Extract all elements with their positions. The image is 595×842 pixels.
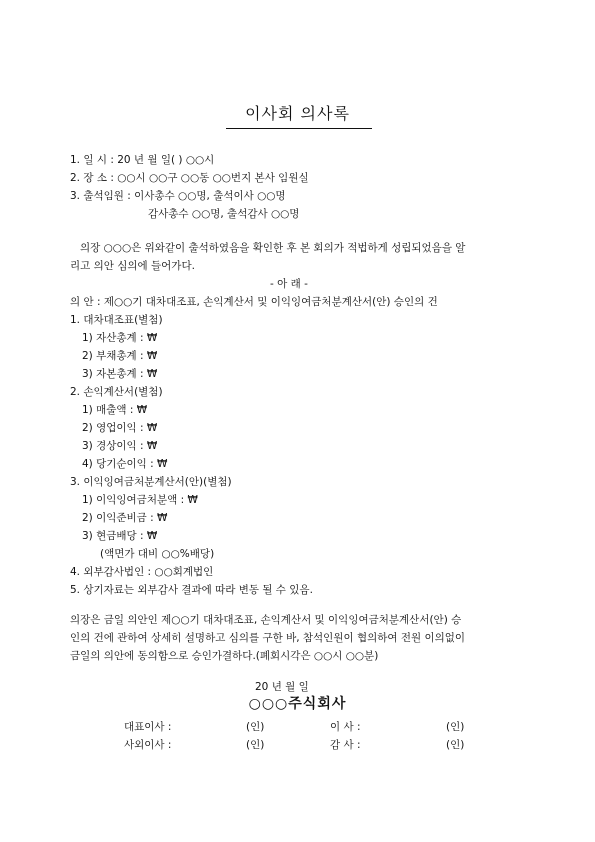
list-item: 2) 부채총계 : ₩ <box>82 350 158 362</box>
closing-line-2: 인의 건에 관하여 상세히 설명하고 심의를 구한 바, 참석인원이 협의하여 전원 이의없이 <box>70 632 466 644</box>
signature-role: 이 사 : <box>330 721 361 733</box>
attendees-auditors: 감사총수 ○○명, 출석감사 ○○명 <box>148 208 300 220</box>
list-item: 3. 이익잉여금처분계산서(안)(별첨) <box>70 476 232 488</box>
list-item: 1. 대차대조표(별첨) <box>70 314 163 326</box>
list-item: 4) 당기순이익 : ₩ <box>82 458 168 470</box>
intro-line-2: 리고 의안 심의에 들어가다. <box>70 260 195 272</box>
list-item: 5. 상기자료는 외부감사 결과에 따라 변동 될 수 있음. <box>70 584 313 596</box>
meeting-place: 2. 장 소 : ○○시 ○○구 ○○동 ○○번지 본사 임원실 <box>70 172 309 184</box>
list-item: 1) 이익잉여금처분액 : ₩ <box>82 494 198 506</box>
list-item: 1) 자산총계 : ₩ <box>82 332 158 344</box>
below-mark: - 아 래 - <box>270 278 308 290</box>
title-underline <box>226 128 372 129</box>
list-item: (액면가 대비 ○○%배당) <box>100 548 215 560</box>
signature-role: 대표이사 : <box>124 721 172 733</box>
signature-role: 감 사 : <box>330 739 361 751</box>
list-item: 3) 경상이익 : ₩ <box>82 440 158 452</box>
document-title: 이사회 의사록 <box>245 104 350 123</box>
closing-line-3: 금일의 의안에 동의함으로 승인가결하다.(폐회시각은 ○○시 ○○분) <box>70 650 379 662</box>
closing-line-1: 의장은 금일 의안인 제○○기 대차대조표, 손익계산서 및 이익잉여금처분계산서(안) 승 <box>70 614 462 626</box>
meeting-datetime: 1. 일 시 : 20 년 월 일( ) ○○시 <box>70 154 215 166</box>
seal-mark: (인) <box>246 739 265 751</box>
list-item: 4. 외부감사법인 : ○○회계법인 <box>70 566 214 578</box>
date-line: 20 년 월 일 <box>255 681 309 693</box>
seal-mark: (인) <box>446 721 465 733</box>
list-item: 3) 현금배당 : ₩ <box>82 530 158 542</box>
signature-role: 사외이사 : <box>124 739 172 751</box>
list-item: 2) 이익준비금 : ₩ <box>82 512 168 524</box>
list-item: 1) 매출액 : ₩ <box>82 404 148 416</box>
intro-line-1: 의장 ○○○은 위와같이 출석하였음을 확인한 후 본 회의가 적법하게 성립되었음을 알 <box>80 242 466 254</box>
list-item: 3) 자본총계 : ₩ <box>82 368 158 380</box>
company-name: ○○○주식회사 <box>248 696 347 712</box>
agenda-line: 의 안 : 제○○기 대차대조표, 손익계산서 및 이익잉여금처분계산서(안) 승인의 건 <box>70 296 438 308</box>
list-item: 2) 영업이익 : ₩ <box>82 422 158 434</box>
attendees-directors: 3. 출석임원 : 이사총수 ○○명, 출석이사 ○○명 <box>70 190 286 202</box>
seal-mark: (인) <box>246 721 265 733</box>
list-item: 2. 손익계산서(별첨) <box>70 386 163 398</box>
seal-mark: (인) <box>446 739 465 751</box>
